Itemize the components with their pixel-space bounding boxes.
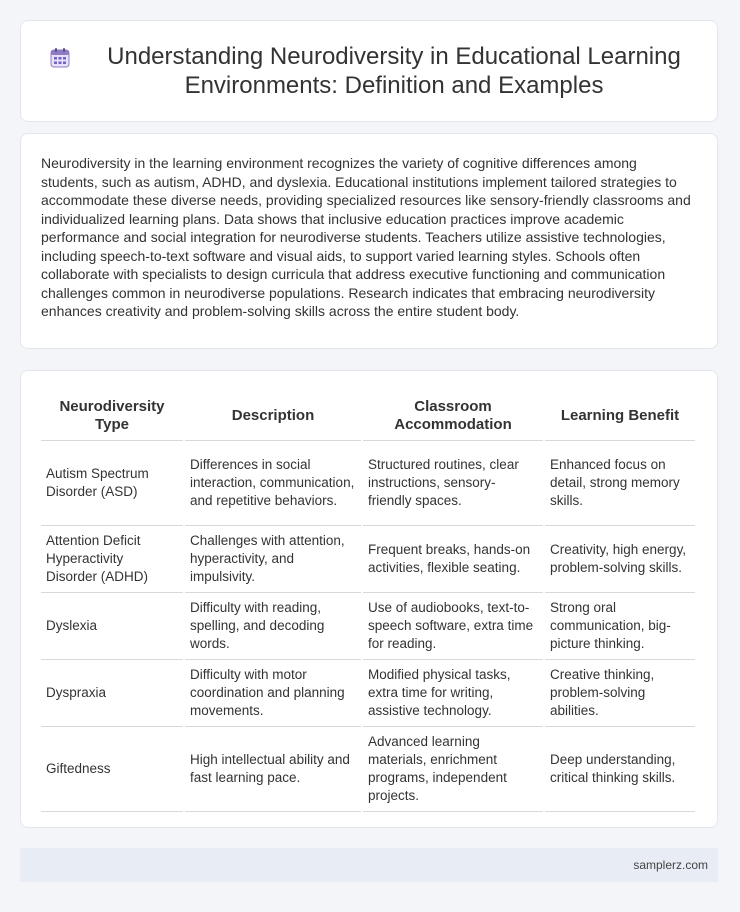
table-card — [20, 370, 718, 828]
table-cell: Use of audiobooks, text-to-speech software, extra time for reading. — [363, 593, 543, 660]
table-row — [41, 441, 695, 526]
table-cell: Deep understanding, critical thinking skills. — [545, 727, 695, 812]
table-cell: High intellectual ability and fast learning pace. — [185, 727, 361, 812]
calendar-icon — [49, 47, 71, 69]
table-cell: Attention Deficit Hyperactivity Disorder (ADHD) — [41, 526, 183, 593]
column-header: Neurodiversity Type — [41, 391, 183, 441]
table-cell: Enhanced focus on detail, strong memory skills. — [545, 441, 695, 526]
table-cell: Dyslexia — [41, 593, 183, 660]
table-cell: Challenges with attention, hyperactivity, and impulsivity. — [185, 526, 361, 593]
column-header: Description — [185, 391, 361, 441]
table-cell: Frequent breaks, hands-on activities, flexible seating. — [363, 526, 543, 593]
neurodiversity-table — [39, 391, 697, 812]
table-cell: Modified physical tasks, extra time for writing, assistive technology. — [363, 660, 543, 727]
table-cell: Autism Spectrum Disorder (ASD) — [41, 441, 183, 526]
table-row — [41, 727, 695, 812]
table-cell: Difficulty with motor coordination and planning movements. — [185, 660, 361, 727]
intro-card — [20, 133, 718, 349]
table-cell: Giftedness — [41, 727, 183, 812]
table-cell: Differences in social interaction, communication, and repetitive behaviors. — [185, 441, 361, 526]
title-card — [20, 20, 718, 122]
page-title: Understanding Neurodiversity in Educational Learning Environments: Definition and Examples — [107, 43, 681, 99]
intro-paragraph: Neurodiversity in the learning environment recognizes the variety of cognitive differences among students, such as autism, ADHD, and dyslexia. Educational institutions implement tailored strategies to accommodate these diverse needs, providing specialized resources like sensory-friendly classrooms and individualized learning plans. Data shows that inclusive education practices improve academic performance and social integration for neurodiverse students. Teachers utilize assistive technologies, including speech-to-text software and visual aids, to support varied learning styles. Schools often collaborate with specialists to design curricula that address executive functioning and communication challenges common in neurodiverse populations. Research indicates that embracing neurodiversity enhances creativity and problem-solving skills across the entire student body. — [41, 155, 691, 319]
table-cell: Advanced learning materials, enrichment programs, independent projects. — [363, 727, 543, 812]
footer — [20, 848, 718, 882]
table-cell: Creativity, high energy, problem-solving skills. — [545, 526, 695, 593]
table-cell: Structured routines, clear instructions, sensory-friendly spaces. — [363, 441, 543, 526]
title-wrap — [49, 42, 689, 100]
table-cell: Creative thinking, problem-solving abilities. — [545, 660, 695, 727]
table-header-row — [41, 391, 695, 441]
table-cell: Dyspraxia — [41, 660, 183, 727]
table-cell: Strong oral communication, big-picture thinking. — [545, 593, 695, 660]
table-row — [41, 660, 695, 727]
source-link[interactable]: samplerz.com — [633, 858, 708, 872]
column-header: Learning Benefit — [545, 391, 695, 441]
table-row — [41, 526, 695, 593]
table-row — [41, 593, 695, 660]
table-cell: Difficulty with reading, spelling, and decoding words. — [185, 593, 361, 660]
column-header: Classroom Accommodation — [363, 391, 543, 441]
